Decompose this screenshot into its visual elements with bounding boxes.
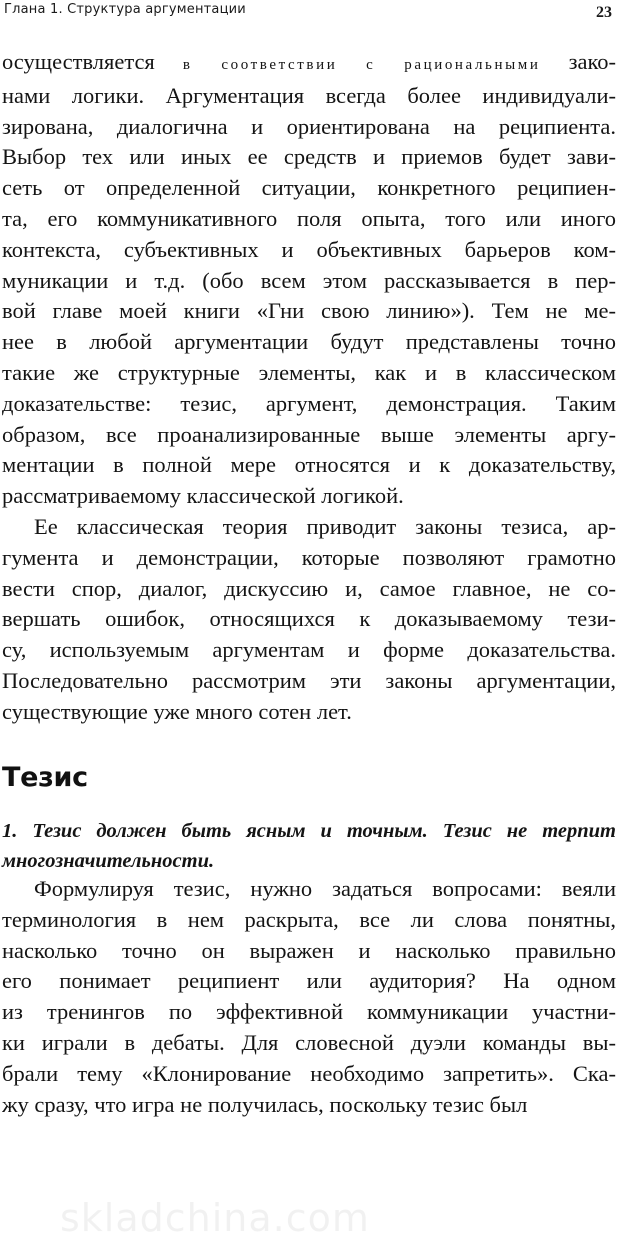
page-number: 23 <box>596 4 612 21</box>
paragraph-line: Формулируя тезис, нужно задаться вопросами: веяли <box>34 876 616 901</box>
paragraph-line: зирована, диалогична и ориентирована на реципиента. <box>2 113 616 139</box>
paragraph-line: Ее классическая теория приводит законы тезиса, ар- <box>34 514 616 539</box>
running-head: Глана 1. Структура аргументации <box>4 2 246 17</box>
paragraph-line: ки играли в дебаты. Для словесной дуэли команды вы- <box>2 1029 616 1055</box>
letterspaced-fragment: в соответствии с рациональными <box>182 57 541 73</box>
section-heading: Тезис <box>2 762 88 793</box>
rule-line: многозначительности. <box>2 850 215 872</box>
paragraph-line: брали тему «Клонирование необходимо запретить». Ска- <box>2 1060 616 1086</box>
paragraph-line: образом, все проанализированные выше элементы аргу- <box>2 421 616 447</box>
rule-statement <box>2 816 616 876</box>
paragraph-line: су, используемым аргументам и форме доказательства. <box>2 637 616 663</box>
paragraph-line: жу сразу, что игра не получилась, поскольку тезис был <box>2 1091 528 1117</box>
paragraph-fragment: зако- <box>568 49 616 74</box>
paragraph-line: такие же структурные элементы, как и в классическом <box>2 359 616 385</box>
paragraph-line: сеть от определенной ситуации, конкретного реципиен- <box>2 175 616 201</box>
watermark: skladchina.com <box>60 1196 370 1240</box>
paragraph-line: гумента и демонстрации, которые позволяют грамотно <box>2 544 616 570</box>
paragraph-line: его понимает реципиент или аудитория? На одном <box>2 968 616 994</box>
paragraph-line: ментации в полной мере относятся и к доказательству, <box>2 452 616 478</box>
paragraph-line: терминология в нем раскрыта, все ли слова понятны, <box>2 906 616 932</box>
paragraph-line: та, его коммуникативного поля опыта, того или иного <box>2 205 616 231</box>
paragraph-line: муникации и т.д. (обо всем этом рассказывается в пер- <box>2 267 616 293</box>
paragraph-line: доказательстве: тезис, аргумент, демонстрация. Таким <box>2 390 616 416</box>
paragraph-line: вести спор, диалог, дискуссию и, самое главное, не со- <box>2 575 616 601</box>
paragraph-line: нее в любой аргументации будут представлены точно <box>2 329 616 355</box>
paragraph-line: вой главе моей книги «Гни свою линию»). Тем не ме- <box>2 298 616 324</box>
paragraph-line: Последовательно рассмотрим эти законы аргументации, <box>2 667 616 693</box>
paragraph-2 <box>2 512 616 728</box>
rule-line: 1. Тезис должен быть ясным и точным. Тезис не терпит <box>2 820 616 842</box>
paragraph-line: вершать ошибок, относящихся к доказываемому тези- <box>2 606 616 632</box>
paragraph-fragment: осуществляется <box>2 49 155 74</box>
paragraph-line: насколько точно он выражен и насколько правильно <box>2 937 616 963</box>
paragraph-line: существующие уже много сотен лет. <box>2 698 352 724</box>
paragraph-line: из тренингов по эффективной коммуникации участни- <box>2 999 616 1025</box>
paragraph-line <box>2 47 616 81</box>
paragraph-3 <box>2 874 616 1120</box>
paragraph-line: Выбор тех или иных ее средств и приемов будет зави- <box>2 144 616 170</box>
paragraph-line: контекста, субъективных и объективных барьеров ком- <box>2 236 616 262</box>
paragraph-1 <box>2 47 616 512</box>
paragraph-line: рассматриваемому классической логикой. <box>2 483 404 509</box>
paragraph-line: нами логики. Аргументация всегда более индивидуали- <box>2 82 616 108</box>
